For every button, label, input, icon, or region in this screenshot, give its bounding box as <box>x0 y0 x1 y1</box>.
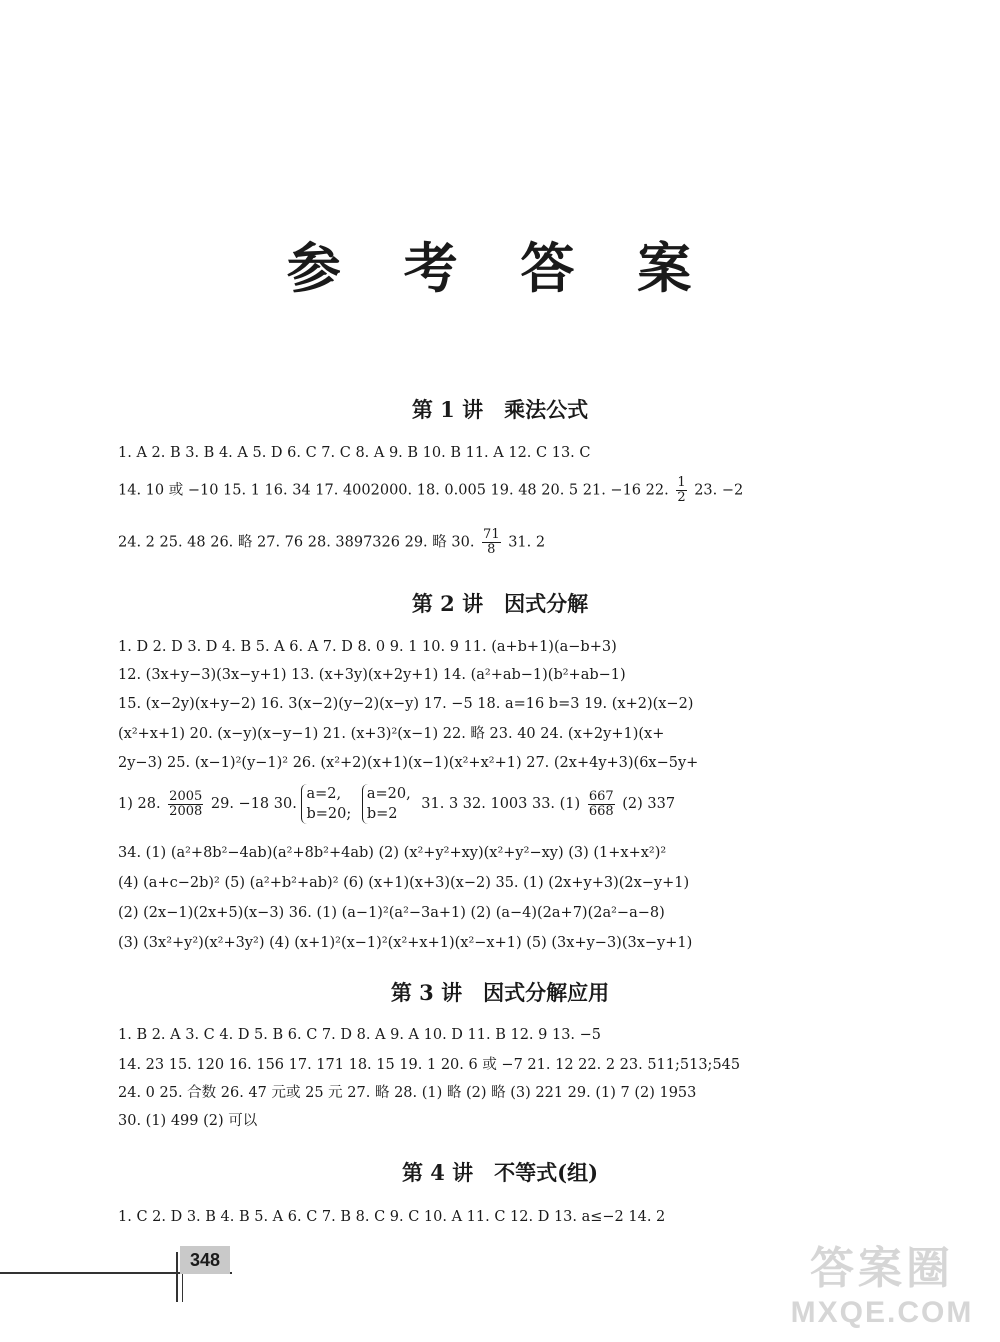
frac-num: 1 <box>677 475 686 490</box>
equation-system-1 <box>301 784 351 824</box>
page-title: 参 考 答 案 <box>286 236 714 300</box>
s2-line-7: 34. (1) (a²+8b²−4ab)(a²+8b²+4ab) (2) (x²+y²+xy)(x²+y²−xy) (3) (1+x+x²)² <box>118 845 667 861</box>
s3-line-4: 30. (1) 499 (2) 可以 <box>118 1113 258 1129</box>
s2-line-6-text-a: 1) 28. <box>118 796 161 812</box>
s2-line-3: 15. (x−2y)(x+y−2) 16. 3(x−2)(y−2)(x−y) 17. −5 18. a=16 b=3 19. (x+2)(x−2) <box>118 696 694 712</box>
footer-rule-vertical <box>176 1252 178 1302</box>
page-number: 348 <box>180 1246 230 1274</box>
equation-system-2 <box>362 784 411 824</box>
fraction-1-2 <box>676 476 686 505</box>
sys-line: a=2, <box>306 786 342 802</box>
sys-line: a=20, <box>366 786 411 802</box>
s1-line-2-text-a: 14. 10 或 −10 15. 1 16. 34 17. 4002000. 18. 0.005 19. 48 20. 5 21. −16 22. <box>118 482 669 499</box>
sys-line: b=20; <box>306 806 352 822</box>
s3-line-3: 24. 0 25. 合数 26. 47 元或 25 元 27. 略 28. (1) 略 (2) 略 (3) 221 29. (1) 7 (2) 1953 <box>118 1085 697 1101</box>
s3-line-1: 1. B 2. A 3. C 4. D 5. B 6. C 7. D 8. A 9. A 10. D 11. B 12. 9 13. −5 <box>118 1027 602 1043</box>
section-4-heading: 第 4 讲 不等式(组) <box>401 1160 599 1185</box>
section-3-heading: 第 3 讲 因式分解应用 <box>390 980 610 1005</box>
watermark <box>782 1232 982 1332</box>
s1-line-3-text-b: 31. 2 <box>508 534 546 551</box>
s2-line-6-text-b: 29. −18 30. <box>210 796 297 812</box>
section-2-heading: 第 2 讲 因式分解 <box>411 591 589 616</box>
s2-line-1: 1. D 2. D 3. D 4. B 5. A 6. A 7. D 8. 0 9. 1 10. 9 11. (a+b+1)(a−b+3) <box>118 639 617 655</box>
frac-den: 8 <box>487 542 496 557</box>
s1-line-2 <box>118 476 940 505</box>
s2-line-9: (2) (2x−1)(2x+5)(x−3) 36. (1) (a−1)²(a²−3a+1) (2) (a−4)(2a+7)(2a²−a−8) <box>118 905 665 921</box>
s1-line-3 <box>118 528 940 557</box>
sys-line: b=2 <box>366 806 398 822</box>
s2-line-4: (x²+x+1) 20. (x−y)(x−y−1) 21. (x+3)²(x−1) 22. 略 23. 40 24. (x+2y+1)(x+ <box>118 726 665 742</box>
frac-den: 668 <box>588 803 614 819</box>
s2-line-5: 2y−3) 25. (x−1)²(y−1)² 26. (x²+2)(x+1)(x−1)(x²+x²+1) 27. (2x+4y+3)(6x−5y+ <box>118 755 699 771</box>
watermark-logo: 答案圈 <box>810 1243 954 1294</box>
frac-num: 71 <box>483 527 500 542</box>
watermark-url: MXQE.COM <box>790 1296 974 1329</box>
frac-num: 2005 <box>169 788 203 804</box>
frac-den: 2008 <box>169 803 203 819</box>
fraction-2005-2008 <box>168 790 203 819</box>
s2-line-6 <box>118 784 940 824</box>
section-1-heading: 第 1 讲 乘法公式 <box>411 397 589 422</box>
s2-line-10: (3) (3x²+y²)(x²+3y²) (4) (x+1)²(x−1)²(x²+x+1)(x²−x+1) (5) (3x+y−3)(3x−y+1) <box>118 935 693 951</box>
s1-line-3-text-a: 24. 2 25. 48 26. 略 27. 76 28. 3897326 29. 略 30. <box>118 534 475 551</box>
s2-line-6-text-c: 31. 3 32. 1003 33. (1) <box>421 796 581 812</box>
frac-den: 2 <box>677 490 686 505</box>
s2-line-2: 12. (3x+y−3)(3x−y+1) 13. (x+3y)(x+2y+1) 14. (a²+ab−1)(b²+ab−1) <box>118 667 626 683</box>
s2-line-8: (4) (a+c−2b)² (5) (a²+b²+ab)² (6) (x+1)(x+3)(x−2) 35. (1) (2x+y+3)(2x−y+1) <box>118 875 690 891</box>
s1-line-1: 1. A 2. B 3. B 4. A 5. D 6. C 7. C 8. A 9. B 10. B 11. A 12. C 13. C <box>118 445 591 461</box>
s4-line-1: 1. C 2. D 3. B 4. B 5. A 6. C 7. B 8. C 9. C 10. A 11. C 12. D 13. a≤−2 14. 2 <box>118 1209 666 1225</box>
fraction-667-668 <box>588 790 615 819</box>
s1-line-2-text-b: 23. −2 <box>694 482 744 499</box>
fraction-71-8 <box>482 528 501 557</box>
frac-num: 667 <box>588 788 614 804</box>
s3-line-2: 14. 23 15. 120 16. 156 17. 171 18. 15 19. 1 20. 6 或 −7 21. 12 22. 2 23. 511;513;545 <box>118 1057 741 1073</box>
s2-line-6-text-d: (2) 337 <box>622 796 676 812</box>
